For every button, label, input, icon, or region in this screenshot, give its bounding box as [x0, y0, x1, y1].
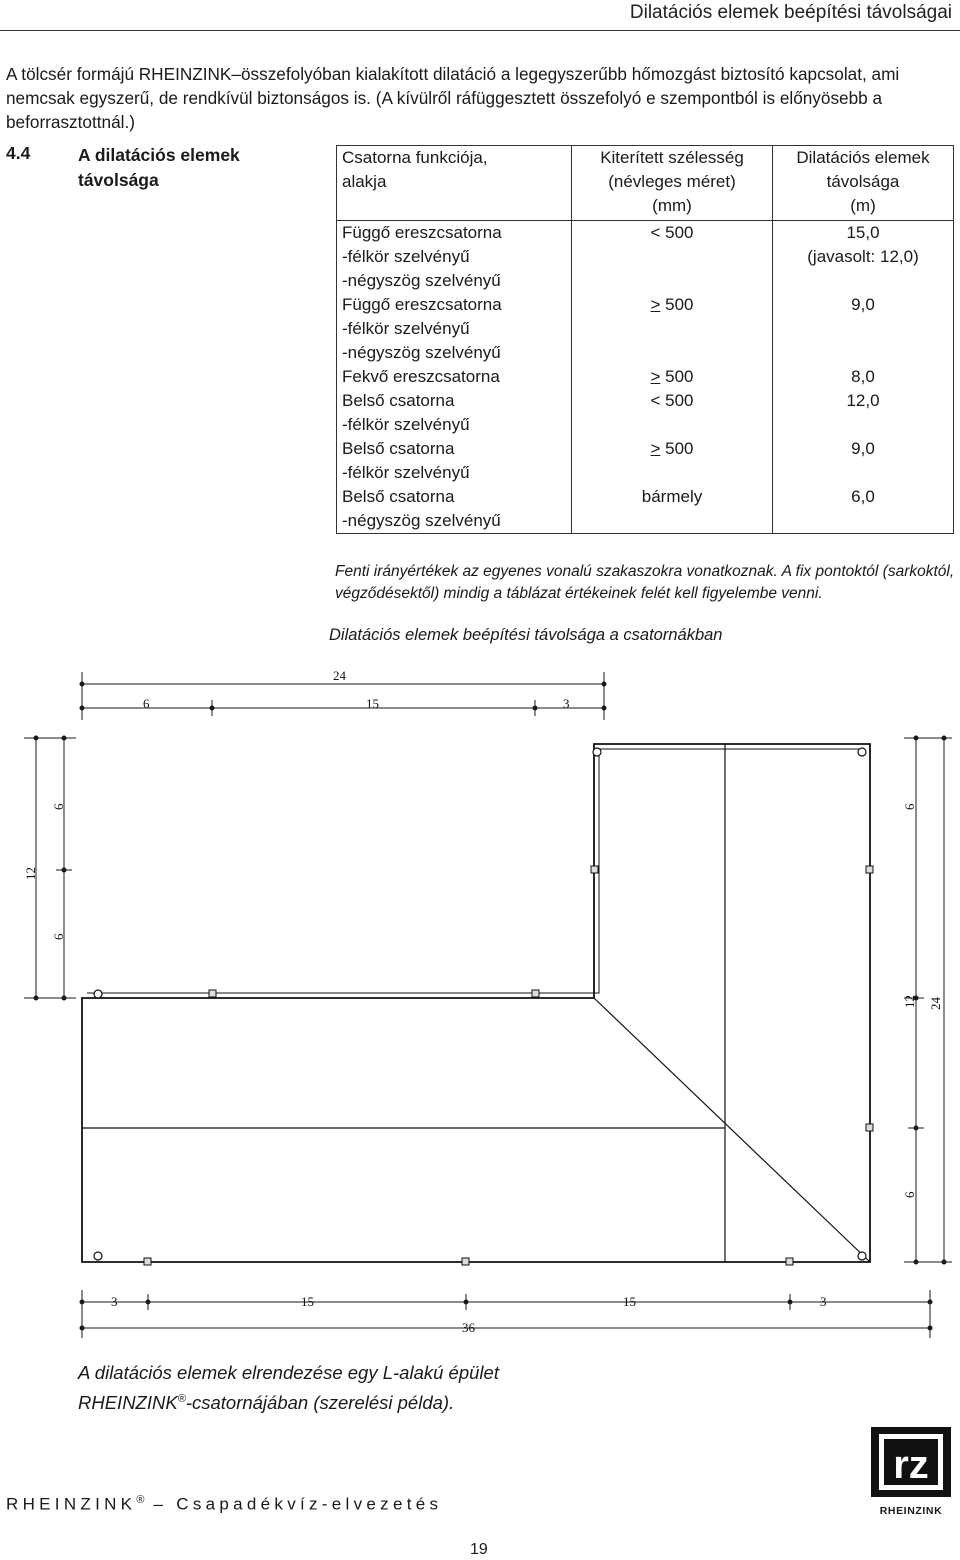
- page-number: 19: [470, 1541, 488, 1558]
- logo-letters: rz: [893, 1443, 929, 1487]
- logo-text: RHEINZINK: [879, 1505, 943, 1517]
- header-title: Dilatációs elemek beépítési távolságai: [629, 2, 952, 23]
- rheinzink-logo-mark: [871, 1427, 951, 1497]
- table-cell-width: < 500: [572, 221, 773, 294]
- dim-right-seg-2: 6: [902, 1191, 917, 1198]
- table-cell-distance: 15,0 (javasolt: 12,0): [773, 221, 954, 294]
- table-cell-type: Belső csatorna -félkör szelvényű: [337, 389, 572, 437]
- table-cell-distance: 12,0: [773, 389, 954, 437]
- table-cell-distance: 9,0: [773, 293, 954, 365]
- rheinzink-logo: [871, 1427, 951, 1497]
- dim-bottom-seg-1: 3: [111, 1294, 118, 1309]
- dilatation-table: [336, 145, 954, 534]
- table-note: Fenti irányértékek az egyenes vonalú szakaszokra vonatkoznak. A fix pontoktól (sarkoktól, végződésektől) mindig a táblázat értékeinek felét kell figyelembe venni.: [335, 563, 955, 602]
- dim-top-seg-1: 6: [143, 696, 150, 711]
- table-cell-distance: 9,0: [773, 437, 954, 485]
- section-title: A dilatációs elemek távolsága: [78, 145, 240, 190]
- table-cell-distance: 8,0: [773, 365, 954, 389]
- table-row: [337, 389, 954, 437]
- dim-left-total: 12: [23, 867, 38, 880]
- figure-caption: A dilatációs elemek elrendezése egy L-alakú épület RHEINZINK®-csatornájában (szerelési példa).: [78, 1362, 499, 1414]
- table-row: [337, 485, 954, 534]
- table-row: [337, 365, 954, 389]
- dim-right-total: 24: [928, 997, 943, 1010]
- dim-bottom-seg-2: 15: [301, 1294, 314, 1309]
- table-cell-width: < 500: [572, 389, 773, 437]
- table-cell-type: Függő ereszcsatorna -félkör szelvényű -négyszög szelvényű: [337, 221, 572, 294]
- table-row: [337, 293, 954, 365]
- section-number: 4.4: [6, 143, 31, 163]
- dim-right-seg-1: 6: [902, 803, 917, 810]
- table-cell-type: Függő ereszcsatorna -félkör szelvényű -négyszög szelvényű: [337, 293, 572, 365]
- table-cell-width: > 500: [572, 293, 773, 365]
- dim-bottom-seg-4: 3: [820, 1294, 827, 1309]
- table-cell-distance: 6,0: [773, 485, 954, 534]
- intro-paragraph: A tölcsér formájú RHEINZINK–összefolyóban kialakított dilatáció a legegyszerűbb hőmozgást biztosító kapcsolat, ami nemcsak egyszerű, de rendkívül biztonságos is. (A kívülről ráfüggesztett összefolyó e szempontból is előnyösebb a beforrasztottnál.): [6, 64, 900, 132]
- l-building-plan: [0, 660, 960, 1350]
- dim-left-seg-2: 6: [51, 933, 66, 940]
- dim-right-sub: 12: [902, 995, 917, 1008]
- dim-top-total: 24: [333, 668, 346, 683]
- table-cell-width: > 500: [572, 365, 773, 389]
- table-cell-width: > 500: [572, 437, 773, 485]
- dim-bottom-total: 36: [462, 1320, 475, 1335]
- table-header-width: Kiterített szélesség (névleges méret) (mm): [572, 146, 773, 221]
- table-cell-width: bármely: [572, 485, 773, 534]
- table-cell-type: Fekvő ereszcsatorna: [337, 365, 572, 389]
- table-row: [337, 437, 954, 485]
- dim-left-seg-1: 6: [51, 803, 66, 810]
- dim-top-seg-2: 15: [366, 696, 379, 711]
- header-rule: [0, 30, 960, 31]
- table-header-function: Csatorna funkciója, alakja: [337, 146, 572, 221]
- table-cell-type: Belső csatorna -négyszög szelvényű: [337, 485, 572, 534]
- dim-bottom-seg-3: 15: [623, 1294, 636, 1309]
- footer-brand: RHEINZINK® – Csapadékvíz-elvezetés: [6, 1494, 443, 1514]
- table-caption: Dilatációs elemek beépítési távolsága a csatornákban: [329, 626, 723, 644]
- table-cell-type: Belső csatorna -félkör szelvényű: [337, 437, 572, 485]
- dim-top-seg-3: 3: [563, 696, 570, 711]
- table-row: [337, 221, 954, 294]
- table-header-distance: Dilatációs elemek távolsága (m): [773, 146, 954, 221]
